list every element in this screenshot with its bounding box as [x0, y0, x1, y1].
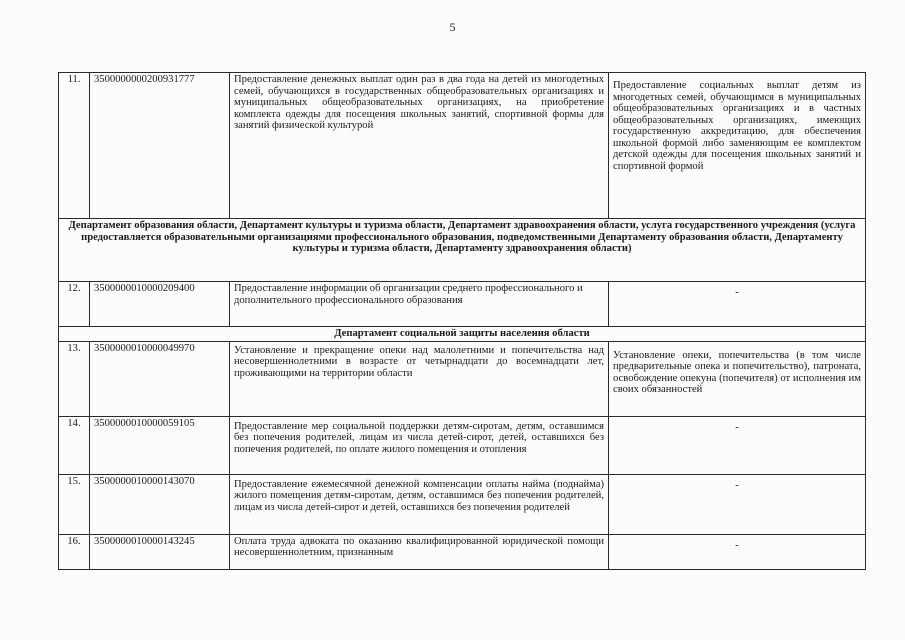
- service-alternative: [609, 474, 866, 534]
- row-number: 12.: [59, 282, 90, 327]
- table-row: [59, 341, 866, 416]
- empty-dash: -: [735, 421, 739, 433]
- service-alternative: [609, 282, 866, 327]
- table-row: [59, 474, 866, 534]
- service-code: 3500000010000209400: [90, 282, 230, 327]
- table-row: [59, 534, 866, 569]
- empty-dash: -: [735, 479, 739, 491]
- row-number: 16.: [59, 534, 90, 569]
- section-header: [59, 327, 866, 342]
- service-description: Предоставление ежемесячной денежной компенсации оплаты найма (поднайма) жилого помещения детям-сиротам, детям, оставшимся без попечения родителей, лицам из числа детей-сирот и детей, оставшихся без попечения родителей: [230, 474, 609, 534]
- service-alternative: [609, 416, 866, 474]
- service-code: 3500000010000049970: [90, 341, 230, 416]
- table-row: [59, 73, 866, 219]
- section-title: Департамент образования области, Департамент культуры и туризма области, Департамент здравоохранения области, услуга государственного учреждения (услуга предоставляется образовательными организациями профессионального образования, подведомственными Департаменту образования области, Департаменту культуры и туризма области, Департаменту здравоохранения области): [59, 219, 866, 282]
- row-number: 13.: [59, 341, 90, 416]
- empty-dash: -: [735, 539, 739, 551]
- service-alternative: [609, 534, 866, 569]
- service-description: Оплата труда адвоката по оказанию квалифицированной юридической помощи несовершеннолетним, признанным: [230, 534, 609, 569]
- row-number: 14.: [59, 416, 90, 474]
- page-number: 5: [449, 20, 456, 34]
- services-table: [58, 72, 866, 570]
- section-title: Департамент социальной защиты населения области: [59, 327, 866, 342]
- row-number: 15.: [59, 474, 90, 534]
- service-description: Предоставление мер социальной поддержки детям-сиротам, детям, оставшимся без попечения родителей, лицам из числа детей-сирот, детей, оставшихся без попечения родителей, по оплате жилого помещения и отопления: [230, 416, 609, 474]
- service-code: 3500000010000143245: [90, 534, 230, 569]
- service-code: 3500000010000143070: [90, 474, 230, 534]
- service-alternative: Предоставление социальных выплат детям из многодетных семей, обучающимся в муниципальных общеобразовательных организациях и в частных общеобразовательных организациях, имеющих государственную аккредитацию, для обеспечения школьной формой либо заменяющим ее комплектом детской одежды для посещения школьных занятий и спортивной формой: [609, 73, 866, 219]
- scan-artifact: ·: [16, 134, 19, 143]
- service-description: Предоставление информации об организации среднего профессионального и дополнительного профессионального образования: [230, 282, 609, 327]
- service-code: 3500000000200931777: [90, 73, 230, 219]
- section-header: [59, 219, 866, 282]
- table-row: [59, 416, 866, 474]
- service-description: Предоставление денежных выплат один раз в два года на детей из многодетных семей, обучающихся в государственных общеобразовательных организациях и муниципальных общеобразовательных организациях, на приобретение комплекта одежды для посещения школьных занятий, спортивной формы для занятий физической культурой: [230, 73, 609, 219]
- service-description: Установление и прекращение опеки над малолетними и попечительства над несовершеннолетними в возрасте от четырнадцати до восемнадцати лет, проживающими на территории области: [230, 341, 609, 416]
- row-number: 11.: [59, 73, 90, 219]
- service-alternative: Установление опеки, попечительства (в том числе предварительные опека и попечительство), патроната, освобождение опекуна (попечителя) от исполнения им своих обязанностей: [609, 341, 866, 416]
- service-code: 3500000010000059105: [90, 416, 230, 474]
- table-row: [59, 282, 866, 327]
- empty-dash: -: [735, 287, 739, 298]
